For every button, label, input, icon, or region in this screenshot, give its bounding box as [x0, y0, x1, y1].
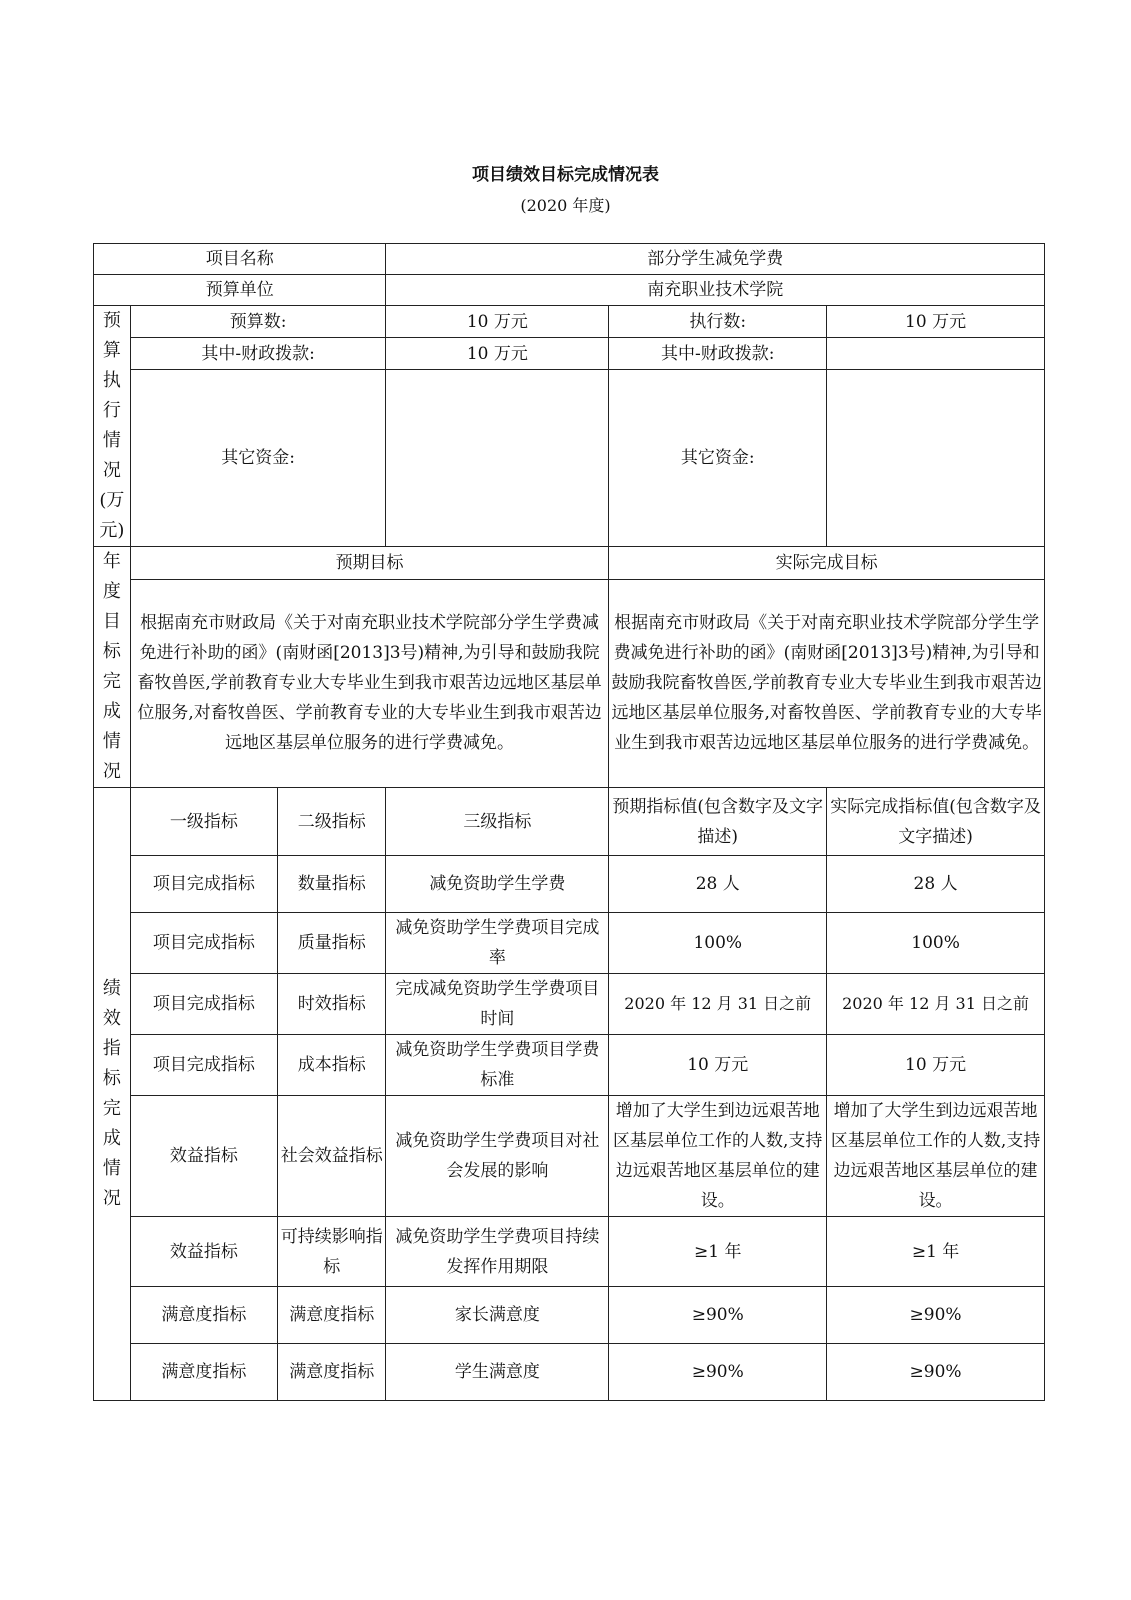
expected-cell: 100% [609, 913, 827, 974]
level1-cell: 项目完成指标 [130, 913, 277, 974]
level1-cell: 效益指标 [130, 1096, 277, 1217]
table-row [94, 1096, 1045, 1217]
level2-cell: 满意度指标 [278, 1344, 386, 1401]
actual-cell: 增加了大学生到边远艰苦地区基层单位工作的人数,支持边远艰苦地区基层单位的建设。 [827, 1096, 1045, 1217]
goals-section-char: 况 [102, 761, 121, 782]
level3-cell: 学生满意度 [386, 1344, 609, 1401]
expected-cell: 28 人 [609, 856, 827, 913]
indicators-section-char: 完 [102, 1098, 121, 1119]
level2-cell: 满意度指标 [278, 1287, 386, 1344]
exec-amount-value: 10 万元 [827, 306, 1045, 338]
expected-cell: 增加了大学生到边远艰苦地区基层单位工作的人数,支持边远艰苦地区基层单位的建设。 [609, 1096, 827, 1217]
project-name-value: 部分学生减免学费 [386, 244, 1045, 275]
level1-cell: 项目完成指标 [130, 1035, 277, 1096]
page-subtitle: (2020 年度) [520, 196, 611, 215]
budget-section-char: 况 [102, 460, 121, 481]
actual-goal-text: 根据南充市财政局《关于对南充职业技术学院部分学生学费减免进行补助的函》(南财函[2013]3号)精神,为引导和鼓励我院畜牧兽医,学前教育专业大专毕业生到我市艰苦边远地区基层单位服务,对畜牧兽医、学前教育专业的大专毕业生到我市艰苦边远地区基层单位服务的进行学费减免。 [609, 579, 1045, 787]
expected-cell: ≥90% [609, 1287, 827, 1344]
table-row [94, 1035, 1045, 1096]
performance-table [93, 243, 1045, 1401]
goals-section-label [94, 547, 131, 788]
level3-cell: 减免资助学生学费项目完成率 [386, 913, 609, 974]
level3-cell: 减免资助学生学费项目持续发挥作用期限 [386, 1217, 609, 1287]
budget-unit-value: 南充职业技术学院 [386, 275, 1045, 306]
indicators-section-char: 况 [102, 1188, 121, 1209]
exec-amount-label: 执行数: [609, 306, 827, 338]
fiscal-allocation-label: 其中-财政拨款: [130, 338, 386, 370]
level2-cell: 质量指标 [278, 913, 386, 974]
level3-cell: 减免资助学生学费项目学费标准 [386, 1035, 609, 1096]
budget-section-char: 行 [102, 400, 121, 421]
page-title: 项目绩效目标完成情况表 [472, 165, 659, 185]
indicators-section-char: 标 [102, 1068, 121, 1089]
actual-cell: 28 人 [827, 856, 1045, 913]
actual-cell: ≥90% [827, 1287, 1045, 1344]
exec-fiscal-allocation-label: 其中-财政拨款: [609, 338, 827, 370]
expected-cell: 10 万元 [609, 1035, 827, 1096]
level2-cell: 时效指标 [278, 974, 386, 1035]
table-row [94, 1217, 1045, 1287]
expected-cell: ≥90% [609, 1344, 827, 1401]
expected-goal-header: 预期目标 [130, 547, 609, 580]
indicators-section-char: 情 [102, 1158, 121, 1179]
budget-section-char: 执 [102, 370, 121, 391]
exec-fiscal-allocation-value [827, 338, 1045, 370]
actual-goal-header: 实际完成目标 [609, 547, 1045, 580]
level2-cell: 社会效益指标 [278, 1096, 386, 1217]
budget-section-char: (万 [99, 490, 125, 511]
exec-other-funds-label: 其它资金: [609, 370, 827, 547]
header-level2: 二级指标 [278, 788, 386, 856]
indicators-section-char: 效 [102, 1008, 121, 1029]
level1-cell: 满意度指标 [130, 1287, 277, 1344]
level3-cell: 减免资助学生学费项目对社会发展的影响 [386, 1096, 609, 1217]
goals-section-char: 度 [102, 581, 121, 602]
table-row [94, 974, 1045, 1035]
actual-cell: 10 万元 [827, 1035, 1045, 1096]
actual-cell: ≥1 年 [827, 1217, 1045, 1287]
header-level3: 三级指标 [386, 788, 609, 856]
goals-section-char: 目 [102, 611, 121, 632]
exec-other-funds-value [827, 370, 1045, 547]
goals-section-char: 成 [102, 701, 121, 722]
actual-cell: ≥90% [827, 1344, 1045, 1401]
budget-section-char: 预 [102, 310, 121, 331]
other-funds-label: 其它资金: [130, 370, 386, 547]
table-row [94, 1344, 1045, 1401]
header-expected-value: 预期指标值(包含数字及文字描述) [609, 788, 827, 856]
goals-section-char: 标 [102, 641, 121, 662]
expected-cell: 2020 年 12 月 31 日之前 [609, 974, 827, 1035]
level3-cell: 减免资助学生学费 [386, 856, 609, 913]
header-actual-value: 实际完成指标值(包含数字及文字描述) [827, 788, 1045, 856]
indicators-section-char: 成 [102, 1128, 121, 1149]
budget-section-char: 元) [99, 520, 125, 541]
level2-cell: 可持续影响指标 [278, 1217, 386, 1287]
goals-section-char: 年 [102, 551, 121, 572]
budget-section-label [94, 306, 131, 547]
budget-section-char: 情 [102, 430, 121, 451]
indicators-section-char: 指 [102, 1038, 121, 1059]
indicators-section-label [94, 788, 131, 1401]
level1-cell: 效益指标 [130, 1217, 277, 1287]
table-row [94, 913, 1045, 974]
indicators-section-char: 绩 [102, 978, 121, 999]
table-row [94, 1287, 1045, 1344]
level2-cell: 成本指标 [278, 1035, 386, 1096]
expected-goal-text: 根据南充市财政局《关于对南充职业技术学院部分学生学费减免进行补助的函》(南财函[2013]3号)精神,为引导和鼓励我院畜牧兽医,学前教育专业大专毕业生到我市艰苦边远地区基层单位服务,对畜牧兽医、学前教育专业的大专毕业生到我市艰苦边远地区基层单位服务的进行学费减免。 [130, 579, 609, 787]
level1-cell: 满意度指标 [130, 1344, 277, 1401]
goals-section-char: 情 [102, 731, 121, 752]
level3-cell: 家长满意度 [386, 1287, 609, 1344]
level1-cell: 项目完成指标 [130, 974, 277, 1035]
budget-amount-value: 10 万元 [386, 306, 609, 338]
level1-cell: 项目完成指标 [130, 856, 277, 913]
level2-cell: 数量指标 [278, 856, 386, 913]
table-row [94, 856, 1045, 913]
actual-cell: 100% [827, 913, 1045, 974]
budget-section-char: 算 [102, 340, 121, 361]
other-funds-value [386, 370, 609, 547]
fiscal-allocation-value: 10 万元 [386, 338, 609, 370]
budget-unit-label: 预算单位 [94, 275, 386, 306]
expected-cell: ≥1 年 [609, 1217, 827, 1287]
header-level1: 一级指标 [130, 788, 277, 856]
goals-section-char: 完 [102, 671, 121, 692]
budget-amount-label: 预算数: [130, 306, 386, 338]
level3-cell: 完成减免资助学生学费项目时间 [386, 974, 609, 1035]
project-name-label: 项目名称 [94, 244, 386, 275]
actual-cell: 2020 年 12 月 31 日之前 [827, 974, 1045, 1035]
